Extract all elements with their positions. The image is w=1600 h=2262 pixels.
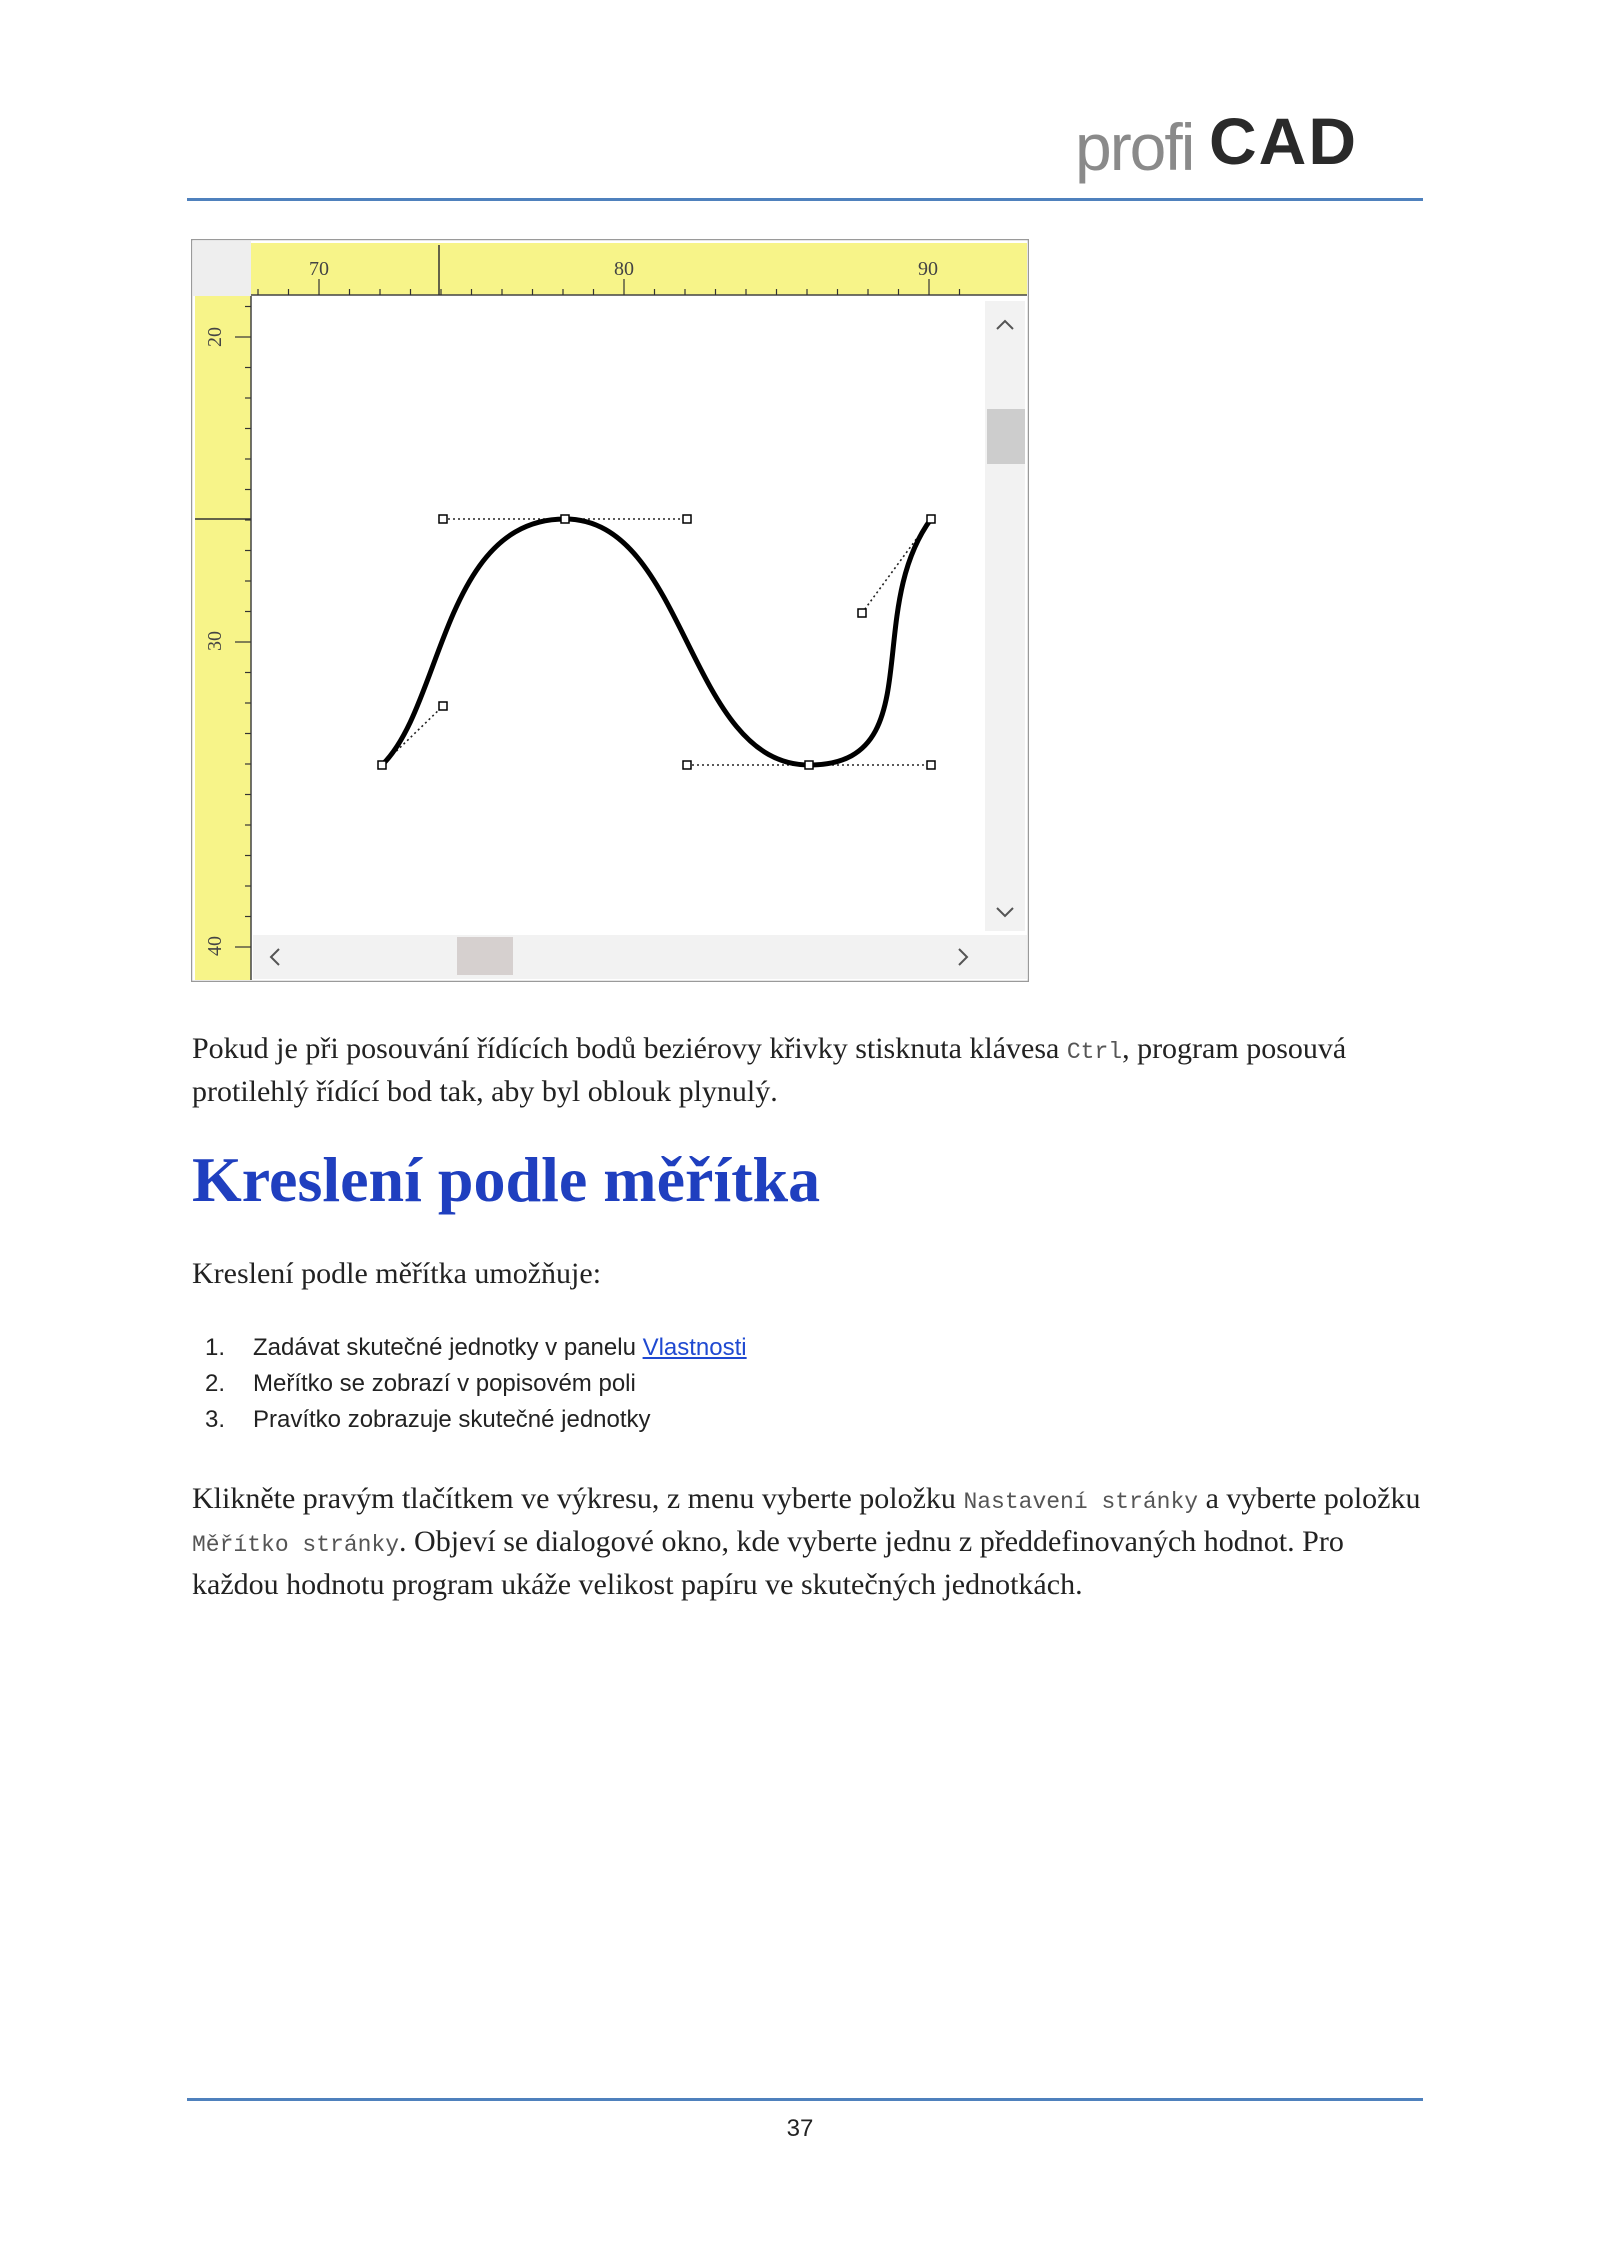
control-point-handle[interactable]	[927, 761, 935, 769]
control-point-handle[interactable]	[683, 515, 691, 523]
header-rule	[187, 198, 1423, 201]
list-item	[205, 1402, 747, 1438]
footer-rule	[187, 2098, 1423, 2101]
ruler-label-40: 40	[204, 936, 226, 956]
list-item-text: Pravítko zobrazuje skutečné jednotky	[253, 1406, 651, 1433]
page-scale-code: Měřítko stránky	[192, 1532, 400, 1558]
ruler-label-70: 70	[309, 258, 329, 280]
ruler-label-20: 20	[204, 327, 226, 347]
control-point-handle[interactable]	[683, 761, 691, 769]
list-item	[205, 1330, 747, 1366]
ruler-label-80: 80	[614, 258, 634, 280]
list-item	[205, 1366, 747, 1402]
horizontal-scrollbar[interactable]	[253, 935, 1027, 979]
page-setup-code: Nastavení stránky	[963, 1489, 1199, 1515]
bezier-paragraph-text-2: , program posouvá protilehlý řídící bod tak, aby byl oblouk plynulý.	[192, 1032, 1347, 1108]
control-point-handle[interactable]	[439, 515, 447, 523]
instructions-text-2: a vyberte položku	[1198, 1482, 1421, 1515]
instructions-paragraph	[192, 1479, 1422, 1604]
logo-text-profi: profi	[1075, 110, 1194, 184]
horizontal-scrollbar-thumb[interactable]	[457, 937, 513, 975]
control-point-handle[interactable]	[858, 609, 866, 617]
bezier-paragraph-text-1: Pokud je při posouvání řídících bodů beziérovy křivky stisknuta klávesa	[192, 1032, 1067, 1065]
instructions-text-3: . Objeví se dialogové okno, kde vyberte jednu z předdefinovaných hodnot. Pro každou hodnotu program ukáže velikost papíru ve skutečných jednotkách.	[192, 1525, 1344, 1601]
control-point-handle[interactable]	[927, 515, 935, 523]
logo-text-cad: CAD	[1209, 104, 1358, 178]
ruler-label-30: 30	[204, 631, 226, 651]
ctrl-key-code: Ctrl	[1066, 1039, 1123, 1065]
list-number: 2.	[205, 1370, 226, 1397]
section-heading: Kreslení podle měřítka	[192, 1144, 821, 1215]
vertical-scrollbar-thumb[interactable]	[987, 409, 1025, 464]
intro-paragraph: Kreslení podle měřítka umožňuje:	[192, 1257, 602, 1290]
list-item-text: Zadávat skutečné jednotky v panelu	[253, 1334, 643, 1361]
list-item-text: Meřítko se zobrazí v popisovém poli	[253, 1370, 636, 1397]
screenshot-frame	[192, 240, 1029, 982]
page-number: 37	[786, 2115, 814, 2142]
proficad-logo	[1075, 104, 1415, 194]
vertical-scrollbar[interactable]	[985, 301, 1025, 931]
control-point-handle[interactable]	[805, 761, 813, 769]
control-point-handle[interactable]	[561, 515, 569, 523]
instructions-text-1: Klikněte pravým tlačítkem ve výkresu, z menu vyberte položku	[192, 1482, 964, 1515]
ruler-label-90: 90	[918, 258, 938, 280]
vlastnosti-link[interactable]: Vlastnosti	[642, 1334, 747, 1361]
feature-list	[205, 1330, 747, 1438]
horizontal-ruler[interactable]	[251, 243, 1027, 295]
bezier-screenshot	[191, 239, 1029, 982]
ruler-corner	[193, 241, 251, 296]
control-point-handle[interactable]	[378, 761, 386, 769]
control-point-handle[interactable]	[439, 702, 447, 710]
list-number: 3.	[205, 1406, 226, 1433]
list-number: 1.	[205, 1334, 226, 1361]
bezier-paragraph	[192, 1029, 1422, 1111]
